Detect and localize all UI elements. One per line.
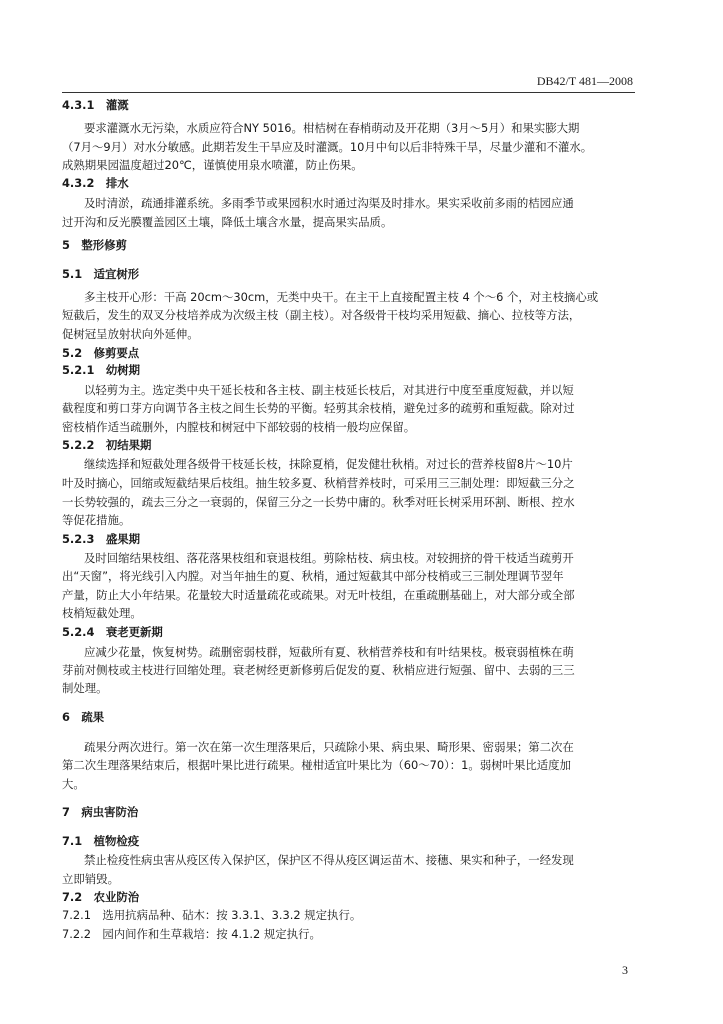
text-line: 疏果分两次进行。第一次在第一次生理落果后，只疏除小果、病虫果、畸形果、密弱果；第二次在 <box>84 740 574 754</box>
text-line: 短截后，发生的双叉分枝培养成为次级主枝（副主枝）。对各级骨干枝均采用短截、摘心、拉枝等方法， <box>62 308 581 322</box>
text-line: 产量，防止大小年结果。花量较大时适量疏花或疏果。对无叶枝组，在重疏删基础上，对大部分或全部 <box>62 588 575 602</box>
text-line: 叶及时摘心，回缩或短截结果后枝组。抽生较多夏、秋梢营养枝时，可采用三三制处理：即短截三分之 <box>62 476 575 490</box>
text-line: 及时回缩结果枝组、落花落果枝组和衰退枝组。剪除枯枝、病虫枝。对较拥挤的骨干枝适当疏剪开 <box>84 551 574 565</box>
text-line: 促树冠呈放射状向外延伸。 <box>62 327 199 341</box>
text-line: 多主枝开心形：干高 20cm～30cm，无类中央干。在主干上直接配置主枝 4 个～6 个，对主枝摘心或 <box>84 290 599 304</box>
heading-6: 6 疏果 <box>62 710 105 724</box>
text-line: 应减少花量，恢复树势。疏删密弱枝群，短截所有夏、秋梢营养枝和有叶结果枝。极衰弱植株在萌 <box>84 645 574 659</box>
text-line: 截程度和剪口芽方向调节各主枝之间生长势的平衡。轻剪其余枝梢，避免过多的疏剪和重短截。除对过 <box>62 401 575 415</box>
text-line: 芽前对侧枝或主枝进行回缩处理。衰老树经更新修剪后促发的夏、秋梢应进行短强、留中、去弱的三三 <box>62 663 575 677</box>
text-line: 7.2.1 选用抗病品种、砧木：按 3.3.1、3.3.2 规定执行。 <box>62 908 362 922</box>
text-line: 禁止检疫性病虫害从疫区传入保护区，保护区不得从疫区调运苗木、接穗、果实和种子，一经发现 <box>84 853 574 867</box>
text-line: 以轻剪为主。选定类中央干延长枝和各主枝、副主枝延长枝后，对其进行中度至重度短截，并以短 <box>84 383 574 397</box>
heading-7-2: 7.2 农业防治 <box>62 890 140 904</box>
text-line: 过开沟和反光膜覆盖园区土壤，降低土壤含水量，提高果实品质。 <box>62 215 393 229</box>
text-line: （7月～9月）对水分敏感。此期若发生干旱应及时灌溉。10月中旬以后非特殊干旱，尽量少灌和不灌水。 <box>62 140 593 154</box>
text-line: 密枝梢作适当疏删外，内膛枝和树冠中下部较弱的枝梢一般均应保留。 <box>62 420 416 434</box>
heading-5-2: 5.2 修剪要点 <box>62 346 140 360</box>
heading-5-2-1: 5.2.1 幼树期 <box>62 363 140 377</box>
heading-4-3-1: 4.3.1 灌溉 <box>62 98 129 112</box>
heading-7-1: 7.1 植物检疫 <box>62 834 140 848</box>
text-line: 等促花措施。 <box>62 513 131 527</box>
text-line: 制处理。 <box>62 681 108 695</box>
heading-5-2-3: 5.2.3 盛果期 <box>62 532 140 546</box>
text-line: 枝梢短截处理。 <box>62 606 142 620</box>
heading-5-2-4: 5.2.4 衰老更新期 <box>62 625 163 639</box>
text-line: 大。 <box>62 777 85 791</box>
text-line: 要求灌溉水无污染，水质应符合NY 5016。柑桔树在春梢萌动及开花期（3月～5月）和果实膨大期 <box>84 121 580 135</box>
heading-4-3-2: 4.3.2 排水 <box>62 176 129 190</box>
page-number: 3 <box>622 963 628 977</box>
text-line: 第二次生理落果结束后，根据叶果比进行疏果。椪柑适宜叶果比为（60～70）：1。弱树叶果比适度加 <box>62 758 571 772</box>
standard-number: DB42/T 481—2008 <box>536 74 633 88</box>
text-line: 一长势较强的，疏去三分之一衰弱的，保留三分之一长势中庸的。秋季对旺长树采用环割、断根、控水 <box>62 495 575 509</box>
heading-7: 7 病虫害防治 <box>62 805 139 819</box>
header-rule <box>62 92 635 93</box>
text-line: 成熟期果园温度超过20℃，谨慎使用泉水喷灌，防止伤果。 <box>62 158 363 172</box>
heading-5-1: 5.1 适宜树形 <box>62 267 140 281</box>
text-line: 出“天窗”，将光线引入内膛。对当年抽生的夏、秋梢，通过短截其中部分枝梢或三三制处理调节翌年 <box>62 569 564 583</box>
text-line: 立即销毁。 <box>62 872 119 886</box>
heading-5: 5 整形修剪 <box>62 238 127 252</box>
text-line: 继续选择和短截处理各级骨干枝延长枝，抹除夏梢，促发健壮秋梢。对过长的营养枝留8片～10片 <box>84 457 573 471</box>
text-line: 及时清淤，疏通排灌系统。多雨季节或果园积水时通过沟渠及时排水。果实采收前多雨的桔园应通 <box>84 196 574 210</box>
heading-5-2-2: 5.2.2 初结果期 <box>62 438 152 452</box>
text-line: 7.2.2 园内间作和生草栽培：按 4.1.2 规定执行。 <box>62 927 321 941</box>
